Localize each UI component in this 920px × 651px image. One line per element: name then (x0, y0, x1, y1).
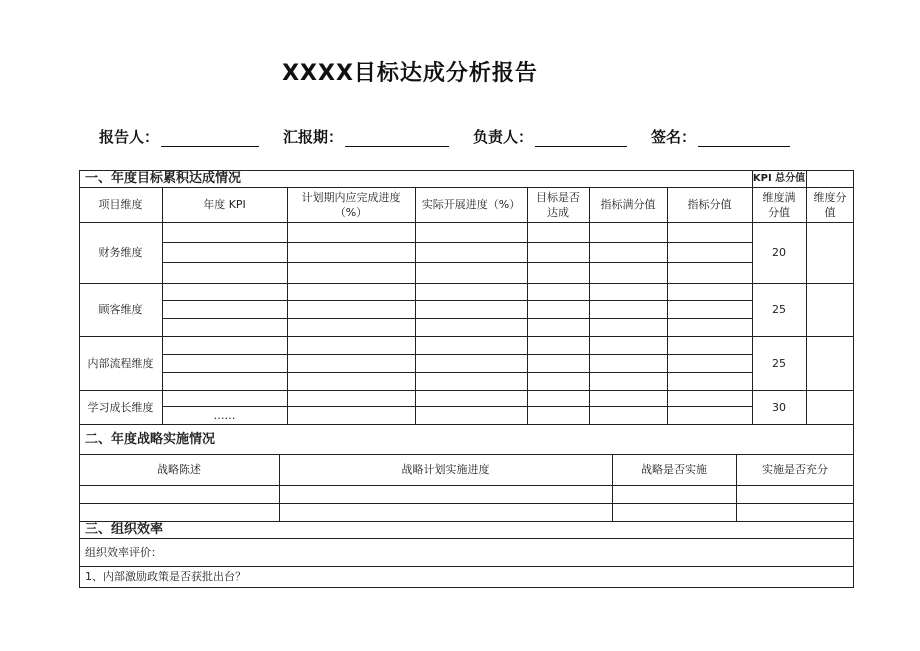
incentive-policy-question: 1、内部激励政策是否获批出台？ (85, 570, 246, 583)
row-learning-score: 30 (772, 400, 786, 414)
owner-label: 负责人： (473, 128, 534, 146)
grid-line (162, 187, 163, 424)
period-label: 汇报期： (283, 128, 344, 146)
grid-line (415, 187, 416, 424)
grid-line (162, 354, 752, 355)
grid-line (162, 300, 752, 301)
sign-label: 签名： (651, 128, 697, 146)
row-learning-label: 学习成长维度 (87, 400, 154, 414)
row-customer-label: 顾客维度 (98, 303, 143, 316)
section1-heading: 一、年度目标累积达成情况 (85, 171, 242, 186)
grid-line (162, 372, 752, 373)
report-title: XXXX目标达成分析报告 (282, 61, 538, 86)
grid-line (79, 485, 854, 486)
grid-line (287, 187, 288, 424)
col-header-indicator-score: 指标分值 (687, 198, 732, 211)
org-efficiency-evaluation: 组织效率评价： (85, 545, 162, 559)
grid-line (162, 242, 752, 243)
row-process-score: 25 (772, 356, 786, 370)
reporter-blank[interactable] (161, 132, 259, 147)
grid-line (162, 318, 752, 319)
sign-blank[interactable] (698, 132, 790, 147)
owner-blank[interactable] (535, 132, 627, 147)
col-header-dimension-full: 维度满分值 (762, 190, 796, 219)
grid-line (79, 390, 854, 391)
row-customer-score: 25 (772, 303, 786, 316)
report-meta (99, 126, 819, 147)
row-finance-score: 20 (772, 246, 786, 259)
table-border-bottom (79, 587, 854, 588)
col-header-goal-achieved: 目标是否达成 (536, 190, 580, 219)
grid-line (79, 283, 854, 284)
period-blank[interactable] (345, 132, 449, 147)
ellipsis-text: …… (213, 408, 236, 422)
col-header-actual-progress: 实际开展进度（%） (421, 198, 521, 211)
col-header-dimension-score: 维度分值 (813, 190, 847, 219)
report-table (79, 170, 854, 588)
col-header-strategy: 战略陈述 (157, 463, 201, 476)
col-header-strategy-implemented: 战略是否实施 (641, 463, 707, 476)
col-header-dimension: 项目维度 (98, 198, 143, 211)
reporter-field (99, 126, 259, 147)
grid-line (527, 187, 528, 424)
col-header-implementation-sufficient: 实施是否充分 (762, 463, 828, 476)
grid-line (667, 187, 668, 424)
col-header-indicator-full: 指标满分值 (600, 198, 656, 211)
owner-field (473, 126, 627, 147)
col-header-kpi: 年度 KPI (203, 198, 246, 211)
col-header-strategy-progress: 战略计划实施进度 (401, 463, 490, 476)
section3-heading: 三、组织效率 (85, 522, 164, 537)
kpi-total-label: KPI 总分值 (752, 173, 806, 184)
grid-line (589, 187, 590, 424)
section2-heading: 二、年度战略实施情况 (85, 431, 216, 447)
period-field (283, 126, 449, 147)
grid-line (79, 222, 854, 223)
reporter-label: 报告人： (99, 128, 160, 146)
grid-line (79, 336, 854, 337)
row-finance-label: 财务维度 (98, 246, 143, 259)
sign-field (651, 126, 790, 147)
grid-line (79, 503, 854, 504)
col-header-planned-progress: 计划期内应完成进度（%） (301, 190, 401, 219)
grid-line (162, 262, 752, 263)
row-process-label: 内部流程维度 (87, 356, 154, 370)
